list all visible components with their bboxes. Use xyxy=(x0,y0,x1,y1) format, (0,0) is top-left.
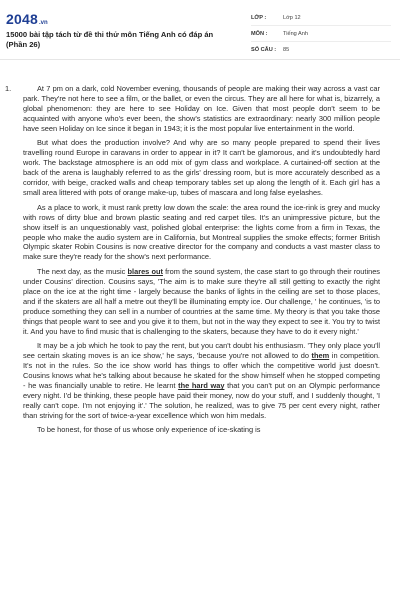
paragraph-2: But what does the production involve? And why are so many people prepared to spend their lives travelling round Europe in caravans in order to appear in it? It can't be glamorous, and it's undoubtedly hard work. The backstage atmosphere is an odd mix of gym class and workplace. A curtained-off section at the back of the arena is laughably referred to as the girls' dressing room, but is more accurately described as a corridor, with beige, cracked walls and cheap temporary tables set up along the length of it. Each girl has a small area littered with pots of orange make-up, tubes of mascara and long false eyelashes. xyxy=(23,138,380,198)
text-run: The next day, as the music xyxy=(37,266,128,276)
meta-value: Lớp 12 xyxy=(283,14,301,21)
brand-suffix: .vn xyxy=(38,20,48,26)
question-passage xyxy=(5,84,380,440)
text-run: that you can't put on an Olympic performance every night. I'd be thinking, these people have paid their money, now do your stuff, and I suddenly thought, 'I really can't cope. I'm not enjoying it'.' The solution, he realized, was to give 75 per cent every night, rather than striving for the sort of twice-a-year excellence which won him medals. xyxy=(23,381,380,420)
site-logo[interactable] xyxy=(6,11,48,29)
highlighted-phrase: the hard way xyxy=(178,381,225,391)
meta-key: LỚP : xyxy=(251,14,267,21)
meta-value: 85 xyxy=(283,46,290,53)
paragraph-3: As a place to work, it must rank pretty low down the scale: the area round the ice-rink is grey and mucky with rows of dirty blue and brown plastic seating and red carpet tiles. It's an unimpressive picture, but the show itself is an unquestionably vast, polished global enterprise: the lights come from a firm in Texas, the people who make the audio system are in California, but Montreal supplies the smoke effects; former British Olympic skater Robin Cousins is now creative director for the company and conducts a vast master class to make sure they're ready for the show's next performance. xyxy=(23,202,380,262)
meta-key: MÔN : xyxy=(251,30,268,37)
highlighted-word: them xyxy=(311,351,330,361)
page-header xyxy=(0,0,400,60)
document-title: 15000 bài tập tách từ đề thi thử môn Tiếng Anh có đáp án (Phần 26) xyxy=(6,30,214,49)
meta-value: Tiếng Anh xyxy=(283,30,308,37)
text-run: in competition. It's not in the rules. So the ice show world has things to offer which the competitive world just doesn't. Cousins knows what he's talking about because he skated for the show himself when he stopped competing - he was financially unable to retire. He learnt xyxy=(23,351,380,391)
meta-row-subject xyxy=(251,26,391,42)
meta-row-count xyxy=(251,42,391,57)
paragraph-4 xyxy=(23,267,380,337)
brand-name: 2048 xyxy=(6,11,38,27)
meta-table xyxy=(251,10,391,57)
question-number: 1. xyxy=(5,84,12,93)
text-run: from the sound system, the case start to go through their routines under Cousins' direction. Cousins says, 'The aim is to make sure they're all still getting to exactly the right place on the ice at the right time - largely because the banks of lights in the ceiling are set to those places, and if the skaters are all half a metre out they'll be illuminating empty ice. Our challenge, ' he continues, 'is to produce something they can sell in a number of countries at the same time. My theory is that you take those things that people want to see and you give it to them, but not in the way they expect to see it. You try to twist it. And you have to find music that is challenging to the skaters, because they have to do it every night.' xyxy=(23,266,380,336)
paragraph-5 xyxy=(23,341,380,421)
paragraph-6: To be honest, for those of us whose only experience of ice-skating is xyxy=(37,425,261,435)
text-run: It may be a job which he took to pay the rent, but you can't doubt his enthusiasm. 'They only place you'll see certain skating moves is an ice show,' he says, 'because you're not allowed to do xyxy=(23,341,380,361)
highlighted-phrase: blares out xyxy=(127,266,163,276)
meta-key: SỐ CÂU : xyxy=(251,46,277,53)
paragraph-1: At 7 pm on a dark, cold November evening, thousands of people are making their way across a vast car park. They're not here to see a film, or the ballet, or even the circus. They are all here for what is, bizarrely, a global phenomenon: they are here to see Holiday on Ice. Given that most people don't seem to be acquainted with anyone who's ever been, the show's statistics are extraordinary: nearly 300 million people have seen Holiday on Ice since it began in 1943; it is the most popular live entertainment in the world. xyxy=(23,84,380,133)
meta-row-class xyxy=(251,10,391,26)
